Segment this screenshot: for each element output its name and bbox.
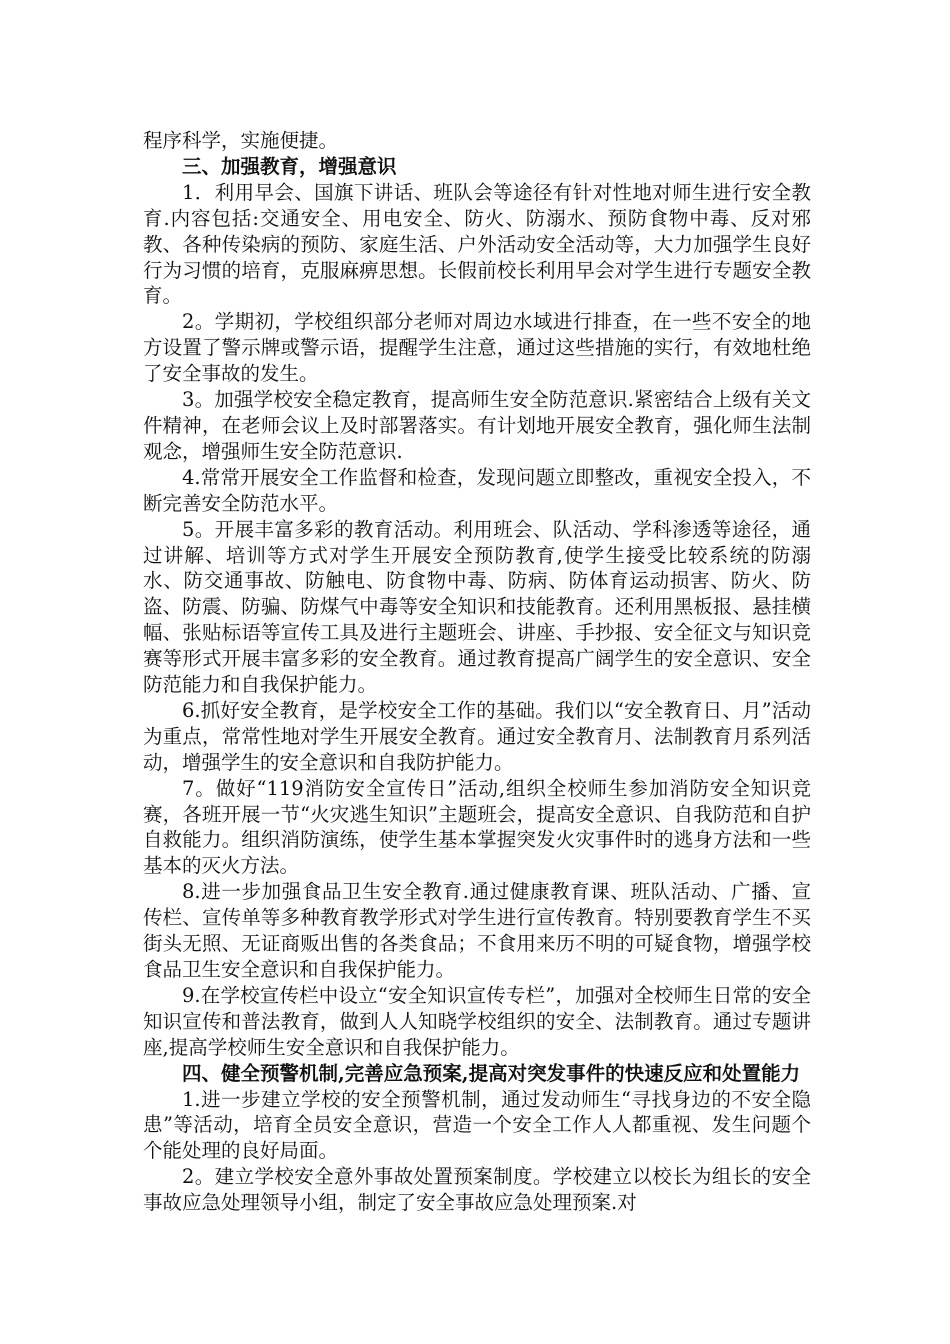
paragraph-continuation: 程序科学，实施便捷。: [143, 129, 339, 152]
paragraph: 4.常常开展安全工作监督和检查，发现问题立即整改，重视安全投入，不断完善安全防范水平。: [143, 465, 811, 515]
paragraph: 1.进一步建立学校的安全预警机制，通过发动师生“寻找身边的不安全隐患”等活动，培育全员安全意识，营造一个安全工作人人都重视、发生问题个个能处理的良好局面。: [143, 1087, 811, 1163]
section-heading-3: 三、加强教育，增强意识: [182, 154, 397, 178]
paragraph: 2。学期初，学校组织部分老师对周边水域进行排查，在一些不安全的地方设置了警示牌或警示语，提醒学生注意，通过这些措施的实行，有效地杜绝了安全事故的发生。: [143, 310, 811, 386]
paragraph: 5。开展丰富多彩的教育活动。利用班会、队活动、学科渗透等途径，通过讲解、培训等方式对学生开展安全预防教育,使学生接受比较系统的防溺水、防交通事故、防触电、防食物中毒、防病、防体育运动损害、防火、防盗、防震、防骗、防煤气中毒等安全知识和技能教育。还利用黑板报、悬挂横幅、张贴标语等宣传工具及进行主题班会、讲座、手抄报、安全征文与知识竞赛等形式开展丰富多彩的安全教育。通过教育提高广阔学生的安全意识、安全防范能力和自我保护能力。: [143, 517, 811, 697]
paragraph: 1．利用早会、国旗下讲话、班队会等途径有针对性地对师生进行安全教育.内容包括:交通安全、用电安全、防火、防溺水、预防食物中毒、反对邪教、各种传染病的预防、家庭生活、户外活动安全活动等，大力加强学生良好行为习惯的培育，克服麻痹思想。长假前校长利用早会对学生进行专题安全教育。: [143, 180, 811, 308]
paragraph: 8.进一步加强食品卫生安全教育.通过健康教育课、班队活动、广播、宣传栏、宣传单等多种教育教学形式对学生进行宣传教育。特别要教育学生不买街头无照、无证商贩出售的各类食品；不食用来历不明的可疑食物，增强学校食品卫生安全意识和自我保护能力。: [143, 880, 811, 981]
document-page: [143, 128, 811, 1216]
paragraph: 9.在学校宣传栏中设立“安全知识宣传专栏”，加强对全校师生日常的安全知识宣传和普法教育，做到人人知晓学校组织的安全、法制教育。通过专题讲座,提高学校师生安全意识和自我保护能力。: [143, 983, 811, 1059]
section-heading-4: 四、健全预警机制,完善应急预案,提高对突发事件的快速反应和处置能力: [182, 1061, 801, 1085]
paragraph: 6.抓好安全教育，是学校安全工作的基础。我们以“安全教育日、月”活动为重点，常常性地对学生开展安全教育。通过安全教育月、法制教育月系列活动，增强学生的安全意识和自我防护能力。: [143, 698, 811, 774]
paragraph: 2。建立学校安全意外事故处置预案制度。学校建立以校长为组长的安全事故应急处理领导小组，制定了安全事故应急处理预案.对: [143, 1165, 811, 1215]
paragraph: 3。加强学校安全稳定教育，提高师生安全防范意识.紧密结合上级有关文件精神，在老师会议上及时部署落实。有计划地开展安全教育，强化师生法制观念，增强师生安全防范意识.: [143, 388, 811, 463]
paragraph: 7。做好“119消防安全宣传日”活动,组织全校师生参加消防安全知识竞赛，各班开展一节“火灾逃生知识”主题班会，提高安全意识、自我防范和自护自救能力。组织消防演练，使学生基本掌握突发火灾事件时的逃身方法和一些基本的灭火方法。: [143, 776, 811, 878]
